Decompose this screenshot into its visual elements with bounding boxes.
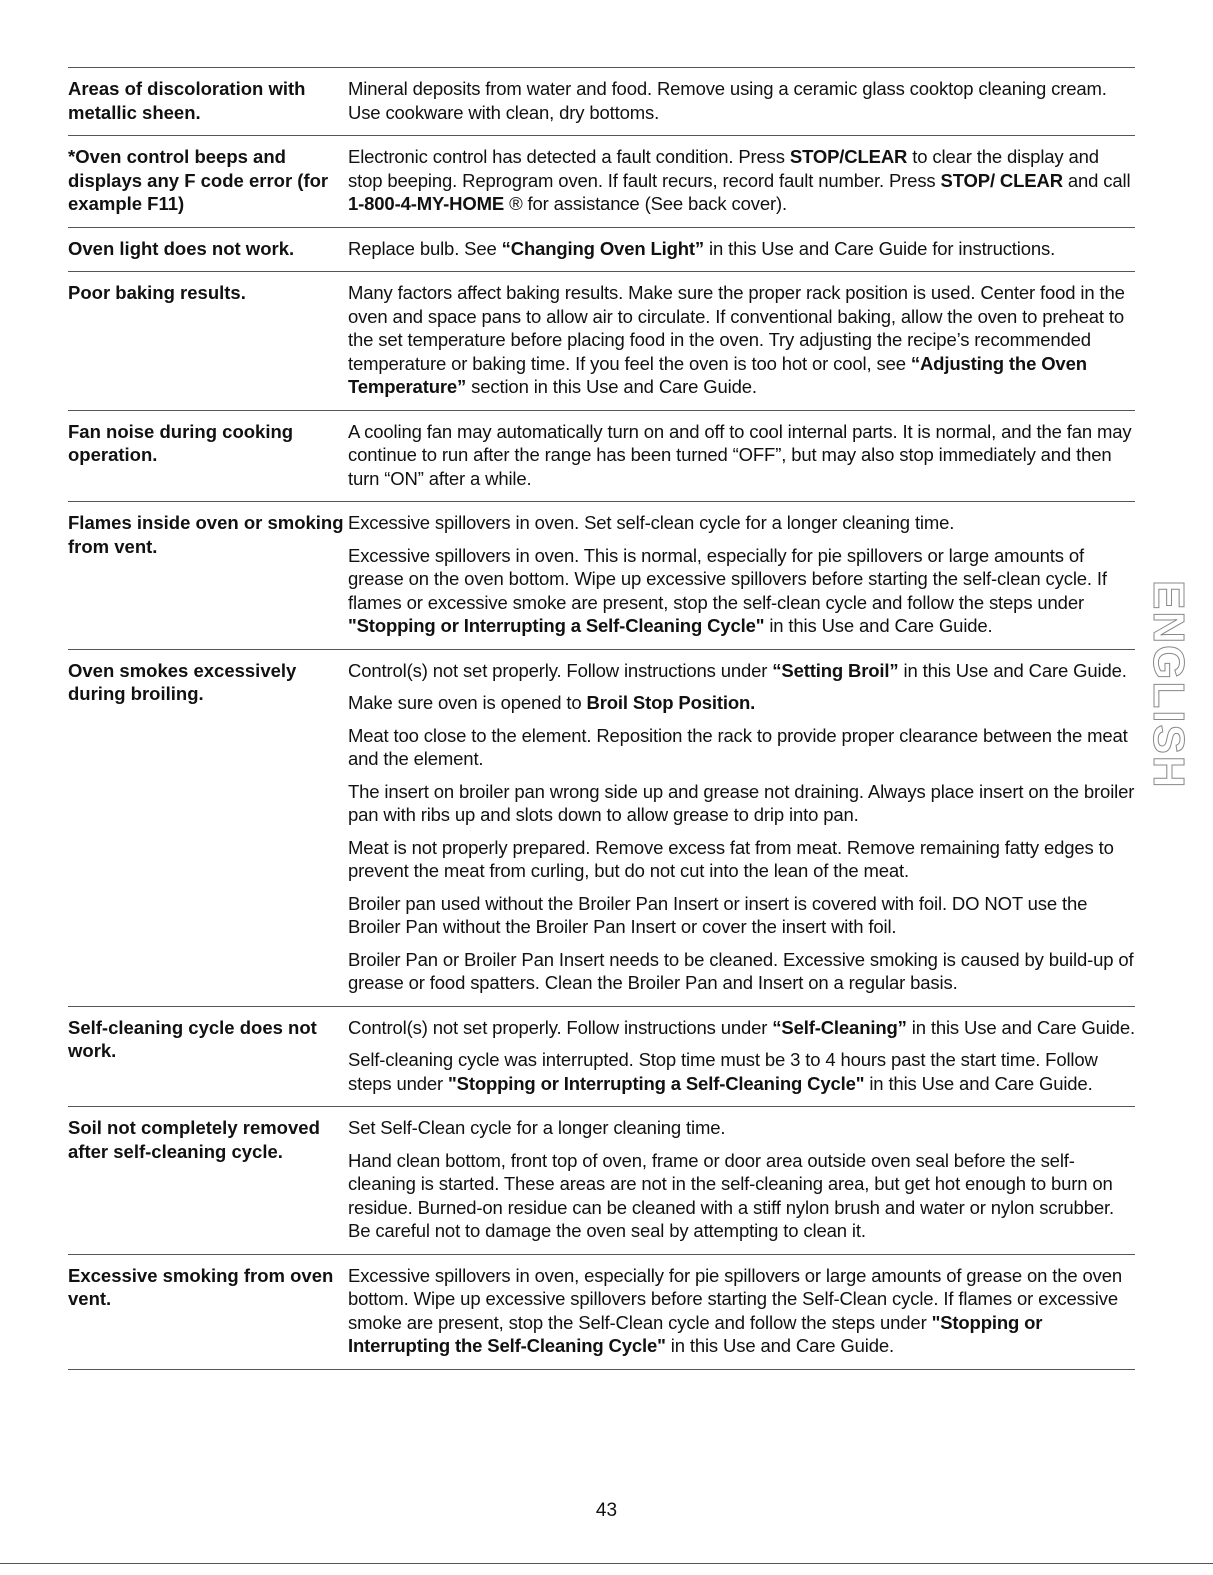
- solution-emphasis: "Stopping or Interrupting a Self-Cleaning Cycle": [448, 1072, 865, 1094]
- solution-text: Mineral deposits from water and food. Remove using a ceramic glass cooktop cleaning cream. Use cookware with clean, dry bottoms.: [348, 78, 1107, 123]
- solution-emphasis: STOP/CLEAR: [789, 146, 908, 167]
- table-row: [68, 411, 1135, 503]
- solution-text: Hand clean bottom, front top of oven, frame or door area outside oven seal before the self-cleaning is started. These areas are not in the self-cleaning area, but get hot enough to burn on residue. Burned-on residue can be cleaned with a stiff nylon brush and water or nylon scrubber. Be careful not to damage the oven seal by attempting to clean it.: [348, 1149, 1114, 1241]
- solution-text: Control(s) not set properly. Follow instructions under: [348, 659, 773, 681]
- solution-paragraph: [348, 836, 1135, 883]
- solution-text: Make sure oven is opened to: [348, 692, 587, 713]
- table-row: [68, 1007, 1135, 1108]
- table-row: [68, 650, 1135, 1007]
- solution-emphasis: “Self-Cleaning”: [772, 1016, 907, 1038]
- solution-text: section in this Use and Care Guide.: [466, 376, 757, 397]
- solution-text: Electronic control has detected a fault condition. Press: [348, 146, 790, 167]
- solution-text: Meat too close to the element. Reposition the rack to provide proper clearance between the meat and the element.: [348, 724, 1128, 769]
- solution-paragraph: [348, 1048, 1135, 1095]
- solution-paragraph: [348, 1116, 1135, 1140]
- solution-text: in this Use and Care Guide.: [764, 615, 993, 636]
- table-row: [68, 502, 1135, 650]
- solution-emphasis: Broil Stop Position.: [586, 692, 756, 713]
- solution-emphasis: "Stopping or Interrupting a Self-Cleaning Cycle": [348, 615, 765, 636]
- troubleshooting-table: [68, 67, 1135, 1370]
- table-row: [68, 136, 1135, 228]
- solution-cell: [348, 420, 1135, 500]
- solution-text: Meat is not properly prepared. Remove excess fat from meat. Remove remaining fatty edges to prevent the meat from curling, but do not cut into the lean of the meat.: [348, 836, 1114, 881]
- solution-paragraph: [348, 780, 1135, 827]
- solution-paragraph: [348, 1016, 1135, 1040]
- problem-cell: Poor baking results.: [68, 282, 246, 303]
- solution-emphasis: STOP/ CLEAR: [940, 169, 1063, 191]
- solution-text: and call: [1062, 169, 1131, 191]
- solution-paragraph: [348, 77, 1135, 124]
- table-row: [68, 1255, 1135, 1370]
- solution-paragraph: [348, 544, 1135, 638]
- solution-text: Replace bulb. See: [348, 237, 502, 259]
- problem-cell: *Oven control beeps and displays any F code error (for example F11): [68, 146, 329, 214]
- solution-cell: [348, 1016, 1135, 1105]
- problem-cell: Fan noise during cooking operation.: [68, 420, 294, 465]
- problem-cell: Oven light does not work.: [68, 237, 295, 259]
- solution-text: Control(s) not set properly. Follow instructions under: [348, 1016, 773, 1038]
- problem-cell: Excessive smoking from oven vent.: [68, 1264, 334, 1309]
- solution-text: Broiler pan used without the Broiler Pan Insert or insert is covered with foil. DO NOT use the Broiler Pan without the Broiler Pan Insert or cover the insert with foil.: [348, 892, 1088, 937]
- solution-text: A cooling fan may automatically turn on and off to cool internal parts. It is normal, and the fan may continue to run after the range has been turned “OFF”, but may also stop immediately and then turn “ON” after a while.: [348, 420, 1132, 489]
- solution-paragraph: [348, 145, 1135, 216]
- solution-text: in this Use and Care Guide.: [864, 1072, 1093, 1094]
- table-row: [68, 1107, 1135, 1255]
- solution-text: Many factors affect baking results. Make sure the proper rack position is used. Center food in the oven and space pans to allow air to circulate. If conventional baking, allow the oven to preheat to the set temperature before placing food in the oven. Try adjusting the recipe’s recommended temperature or baking time. If you feel the oven is too hot or cool, see: [348, 282, 1125, 374]
- solution-paragraph: [348, 511, 1135, 535]
- solution-emphasis: “Setting Broil”: [772, 659, 899, 681]
- problem-cell: Oven smokes excessively during broiling.: [68, 659, 297, 704]
- page-number: 43: [595, 1500, 618, 1521]
- table-row: [68, 228, 1135, 273]
- solution-paragraph: [348, 420, 1135, 491]
- solution-paragraph: [348, 281, 1135, 399]
- solution-cell: [348, 77, 1135, 133]
- solution-emphasis: “Changing Oven Light”: [501, 237, 705, 259]
- solution-text: Excessive spillovers in oven, especially for pie spillovers or large amounts of grease on the oven bottom. Wipe up excessive spillovers before starting the Self-Clean cycle. If flames or excessive smoke are present, stop the Self-Clean cycle and follow the steps under: [348, 1264, 1123, 1333]
- table-row: [68, 272, 1135, 411]
- solution-text: Self-cleaning cycle was interrupted. Stop time must be 3 to 4 hours past the start time. Follow steps under: [348, 1049, 1098, 1094]
- solution-paragraph: [348, 948, 1135, 995]
- solution-emphasis: “Adjusting the Oven Temperature”: [348, 352, 1087, 397]
- solution-paragraph: [348, 659, 1135, 683]
- solution-text: The insert on broiler pan wrong side up and grease not draining. Always place insert on the broiler pan with ribs up and slots down to allow grease to drip into pan.: [348, 780, 1135, 825]
- table-row: [68, 68, 1135, 136]
- solution-text: Excessive spillovers in oven. Set self-clean cycle for a longer cleaning time.: [348, 512, 955, 533]
- solution-text: Broiler Pan or Broiler Pan Insert needs to be cleaned. Excessive smoking is caused by build-up of grease or food spatters. Clean the Broiler Pan and Insert on a regular basis.: [348, 948, 1134, 993]
- problem-cell: Self-cleaning cycle does not work.: [68, 1016, 317, 1061]
- solution-cell: [348, 511, 1135, 647]
- solution-text: Set Self-Clean cycle for a longer cleaning time.: [348, 1117, 726, 1138]
- problem-cell: Areas of discoloration with metallic sheen.: [68, 78, 306, 123]
- solution-paragraph: [348, 1264, 1135, 1358]
- solution-cell: [348, 659, 1135, 1004]
- solution-emphasis: 1-800-4-MY-HOME: [348, 193, 505, 214]
- solution-paragraph: [348, 691, 1135, 715]
- solution-text: Excessive spillovers in oven. This is normal, especially for pie spillovers or large amounts of grease on the oven bottom. Wipe up excessive spillovers before starting the self-clean cycle. If flames or excessive smoke are present, stop the self-clean cycle and follow the steps under: [348, 544, 1107, 613]
- solution-text: ® for assistance (See back cover).: [504, 193, 787, 214]
- solution-text: to clear the display and stop beeping. Reprogram oven. If fault recurs, record fault number. Press: [348, 146, 1099, 191]
- solution-cell: [348, 1116, 1135, 1252]
- solution-text: in this Use and Care Guide.: [898, 659, 1127, 681]
- solution-text: in this Use and Care Guide.: [665, 1335, 894, 1356]
- problem-cell: Flames inside oven or smoking from vent.: [68, 512, 344, 557]
- solution-paragraph: [348, 237, 1135, 261]
- solution-paragraph: [348, 892, 1135, 939]
- solution-text: in this Use and Care Guide.: [906, 1016, 1135, 1038]
- solution-paragraph: [348, 1149, 1135, 1243]
- bottom-divider: [0, 1563, 1213, 1564]
- solution-paragraph: [348, 724, 1135, 771]
- solution-emphasis: "Stopping or Interrupting the Self-Cleaning Cycle": [348, 1311, 1043, 1356]
- language-side-tab: ENGLISH: [1144, 580, 1193, 790]
- solution-cell: [348, 1264, 1135, 1367]
- solution-cell: [348, 237, 1135, 270]
- solution-cell: [348, 145, 1135, 225]
- solution-cell: [348, 281, 1135, 408]
- problem-cell: Soil not completely removed after self-cleaning cycle.: [68, 1117, 320, 1162]
- solution-text: in this Use and Care Guide for instructions.: [704, 237, 1056, 259]
